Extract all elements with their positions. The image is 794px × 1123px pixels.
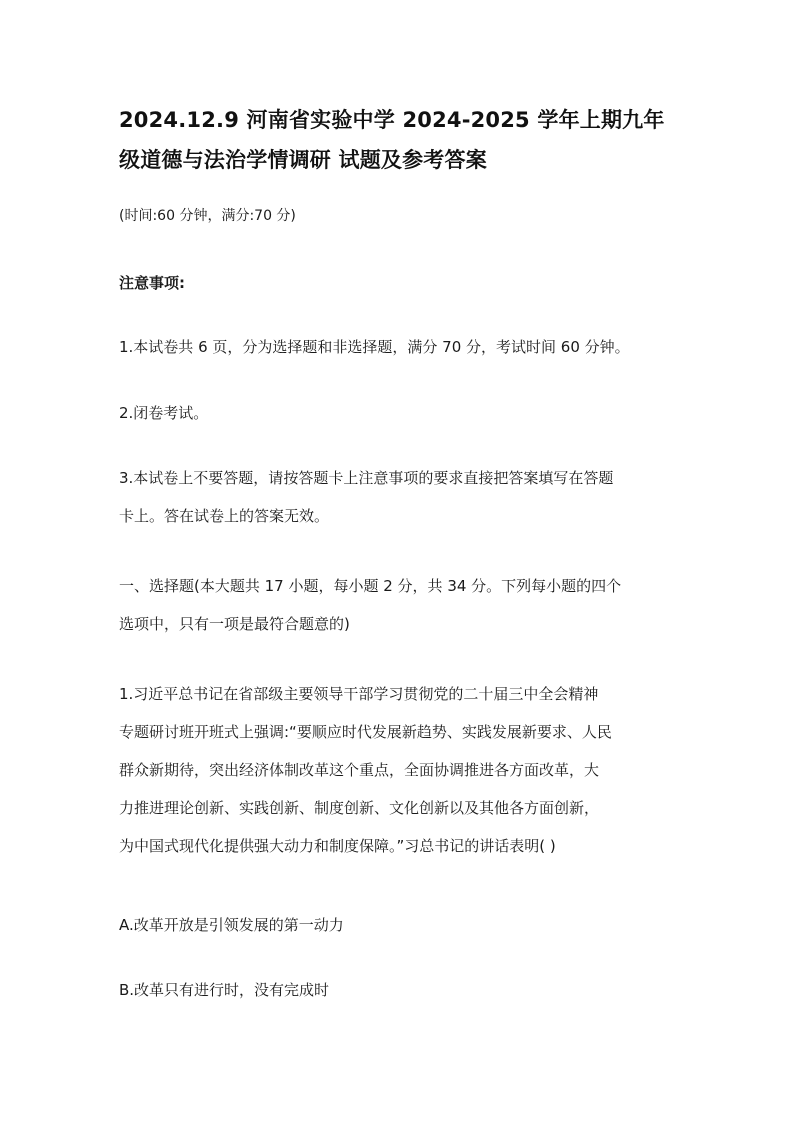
question-1 (119, 675, 684, 865)
exam-info: (时间:60 分钟，满分:70 分) (119, 208, 296, 224)
question-1-line-3: 群众新期待，突出经济体制改革这个重点，全面协调推进各方面改革，大 (119, 761, 600, 779)
question-1-line-4: 力推进理论创新、实践创新、制度创新、文化创新以及其他各方面创新， (119, 799, 600, 817)
notice-item-2-line-1: 2.闭卷考试。 (119, 404, 209, 422)
title-line-2: 级道德与法治学情调研 试题及参考答案 (119, 148, 487, 172)
notice-item-2 (119, 394, 684, 432)
document-title (119, 100, 679, 180)
notice-item-3-line-2: 卡上。答在试卷上的答案无效。 (119, 507, 330, 525)
option-b: B.改革只有进行时，没有完成时 (119, 981, 330, 999)
notice-heading: 注意事项: (119, 274, 185, 292)
question-1-line-1: 1.习近平总书记在省部级主要领导干部学习贯彻党的二十届三中全会精神 (119, 685, 599, 703)
notice-item-1 (119, 328, 684, 366)
notice-item-3 (119, 459, 684, 535)
section-one-line-1: 一、选择题(本大题共 17 小题，每小题 2 分，共 34 分。下列每小题的四个 (119, 577, 622, 595)
question-1-line-5: 为中国式现代化提供强大动力和制度保障。”习总书记的讲话表明( ) (119, 837, 556, 855)
question-1-line-2: 专题研讨班开班式上强调:“要顺应时代发展新趋势、实践发展新要求、人民 (119, 723, 612, 741)
title-line-1: 2024.12.9 河南省实验中学 2024-2025 学年上期九年 (119, 108, 665, 132)
notice-item-3-line-1: 3.本试卷上不要答题，请按答题卡上注意事项的要求直接把答案填写在答题 (119, 469, 614, 487)
notice-item-1-line-1: 1.本试卷共 6 页，分为选择题和非选择题，满分 70 分，考试时间 60 分钟。 (119, 338, 630, 356)
section-one-heading (119, 567, 684, 643)
option-a: A.改革开放是引领发展的第一动力 (119, 916, 344, 934)
section-one-line-2: 选项中，只有一项是最符合题意的) (119, 615, 350, 633)
